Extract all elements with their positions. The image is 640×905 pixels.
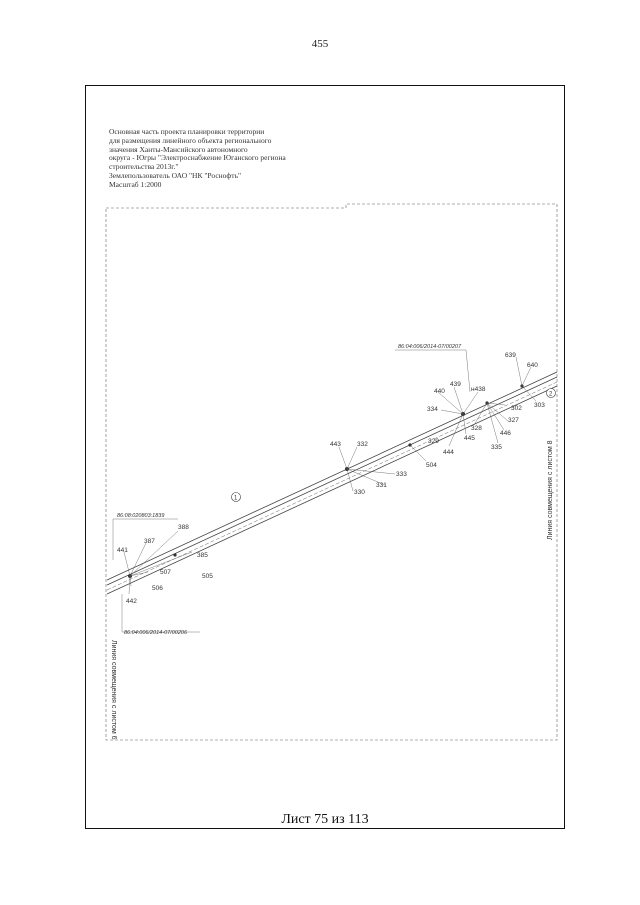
point-label: 330: [354, 489, 365, 496]
circle-marker: [232, 493, 241, 502]
title-line: значения Ханты-Мансийского автономного: [109, 144, 248, 154]
point-label: 328: [471, 425, 482, 432]
point-label: 443: [330, 441, 341, 448]
cadastral-number: 86:04:006/2014-07/00207: [398, 344, 462, 350]
land-user-line: Землепользователь ОАО "НК "Роснофть": [109, 170, 242, 180]
point-label: 445: [464, 435, 475, 442]
point-label: 507: [160, 569, 171, 576]
point-label: 506: [152, 585, 163, 592]
point-label: 639: [505, 352, 516, 359]
title-line: Основная часть проекта планировки территории: [109, 127, 265, 136]
point-label: 446: [500, 430, 511, 437]
point-label: 302: [511, 405, 522, 412]
point-label: 388: [178, 524, 189, 531]
match-line-left-label: Линия совмещения с листом 6: [110, 640, 117, 740]
svg-text:1: 1: [234, 495, 238, 502]
point-label: 504: [426, 462, 437, 469]
cadastral-number: 86:04:006/2014-07/00206: [124, 630, 188, 636]
point-label: 333: [396, 471, 407, 478]
point-label: 331: [376, 482, 387, 489]
point-label: 332: [357, 441, 368, 448]
point-label: 440: [434, 388, 445, 395]
point-label: 441: [117, 547, 128, 554]
title-line: округа - Югры "Электроснабжение Юганского региона: [109, 153, 286, 163]
cadastral-number: 86:08:020803:1839: [117, 513, 165, 519]
point-label: 303: [534, 402, 545, 409]
title-line: для размещения линейного объекта регионального: [109, 135, 272, 145]
corridor-edge: [107, 386, 557, 594]
point-label: 335: [491, 444, 502, 451]
point-label: 329: [428, 438, 439, 445]
point-marker: [173, 553, 176, 556]
match-line-right-label: Линия совмещения с листом 8: [547, 440, 554, 540]
point-label: 387: [144, 538, 155, 545]
page-number: 455: [311, 38, 329, 50]
point-label: н438: [471, 386, 486, 393]
title-line: строительства 2013г.": [109, 162, 179, 172]
sheet-counter: Лист 75 из 113: [281, 812, 369, 827]
point-label: 640: [527, 362, 538, 369]
point-label: 444: [443, 449, 454, 456]
point-label: 442: [126, 598, 137, 605]
scale-line: Масштаб 1:2000: [109, 179, 162, 189]
svg-text:2: 2: [549, 391, 553, 398]
circle-marker: [547, 389, 556, 398]
map-boundary: [106, 204, 557, 740]
point-label: 439: [450, 381, 461, 388]
point-label: 327: [508, 417, 519, 424]
point-label: 385: [197, 552, 208, 559]
point-label: 334: [427, 406, 438, 413]
point-label: 505: [202, 573, 213, 580]
